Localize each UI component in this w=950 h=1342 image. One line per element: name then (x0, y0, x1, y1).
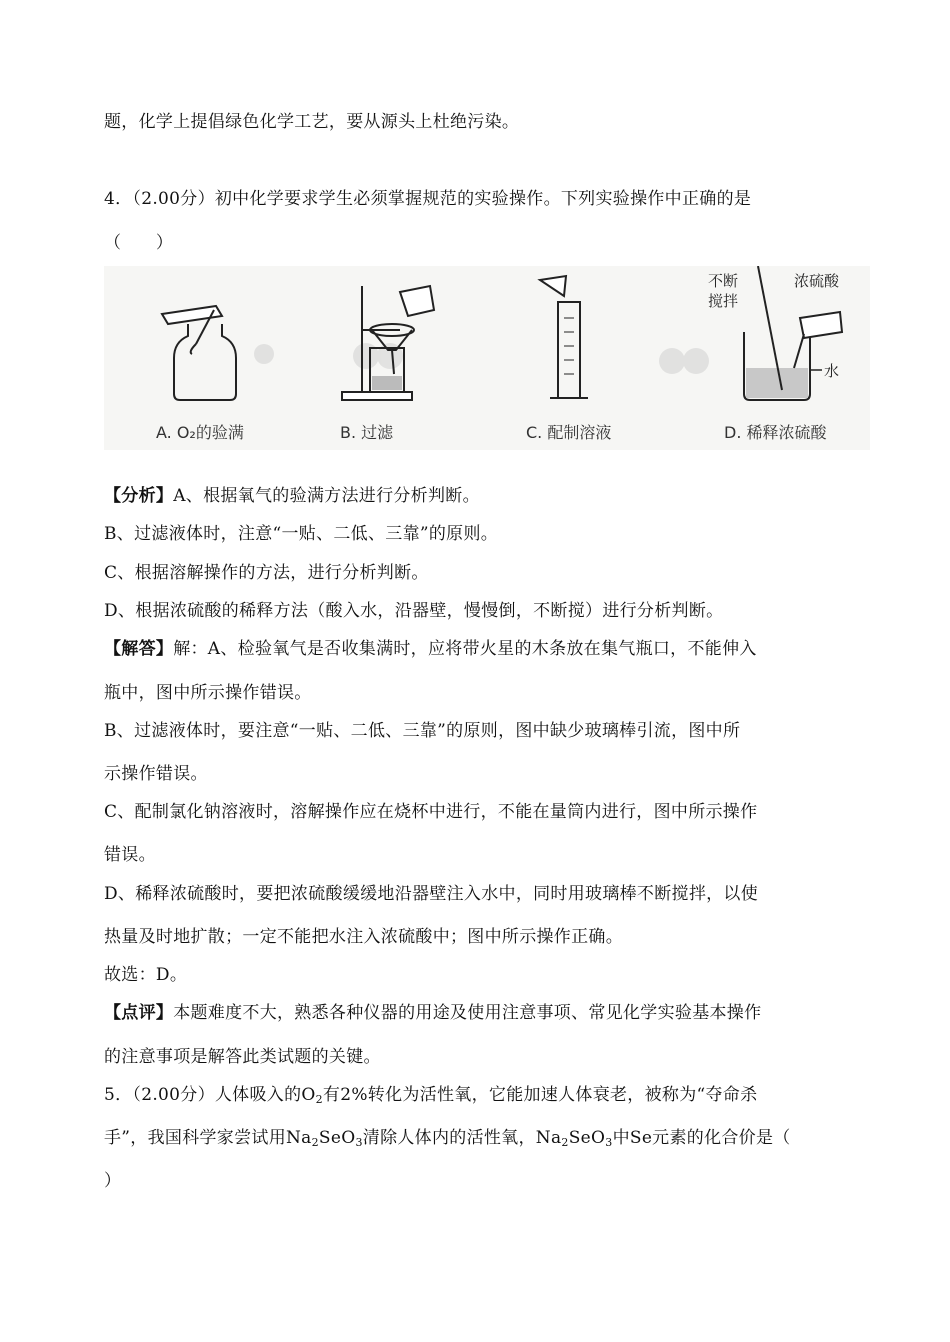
analysis-line-d: D、根据浓硫酸的稀释方法（酸入水，沿器壁，慢慢倒，不断搅）进行分析判断。 (104, 601, 724, 621)
comment-tag: 【点评】 (104, 1003, 174, 1023)
q5-l2-part-b: SeO (318, 1128, 356, 1148)
answer-tag: 【解答】 (104, 639, 174, 659)
q5-na-subscript-2: 2 (561, 1136, 569, 1149)
q5-o2-subscript: 2 (315, 1093, 323, 1106)
answer-choice: 故选：D。 (104, 965, 188, 985)
experiment-figure (104, 266, 870, 450)
label-stir-2: 搅拌 (708, 292, 739, 310)
answer-a1-text: 解：A、检验氧气是否收集满时，应将带火星的木条放在集气瓶口，不能伸入 (173, 639, 757, 659)
q5-l2-part-a: 手”，我国科学家尝试用Na (104, 1128, 312, 1148)
comment-1-text: 本题难度不大，熟悉各种仪器的用途及使用注意事项、常见化学实验基本操作 (173, 1003, 762, 1023)
label-acid: 浓硫酸 (794, 272, 840, 290)
intro-line: 题，化学上提倡绿色化学工艺，要从源头上杜绝污染。 (104, 112, 520, 132)
q5-l2-part-d: SeO (568, 1128, 606, 1148)
analysis-line-a (104, 484, 846, 508)
q5-l1-part-b: 有2%转化为活性氧，它能加速人体衰老，被称为“夺命杀 (322, 1085, 758, 1105)
answer-line-a1 (104, 637, 846, 661)
apparatus-b-filter-stand (342, 286, 434, 400)
label-water: 水 (824, 362, 840, 380)
q5-l1-part-a: 5．（2.00分）人体吸入的O (104, 1085, 316, 1105)
answer-line-d1: D、稀释浓硫酸时，要把浓硫酸缓缓地沿器壁注入水中，同时用玻璃棒不断搅拌，以使 (104, 884, 759, 904)
q5-o-subscript-1: 3 (355, 1136, 363, 1149)
apparatus-a-gas-bottle (162, 306, 236, 400)
answer-line-c1: C、配制氯化钠溶液时，溶解操作应在烧杯中进行，不能在量筒内进行，图中所示操作 (104, 802, 758, 822)
label-stir-1: 不断 (708, 272, 739, 290)
caption-c: C. 配制溶液 (526, 423, 612, 442)
q5-l2-part-c: 清除人体内的活性氧，Na (362, 1128, 562, 1148)
analysis-tag: 【分析】 (104, 486, 174, 506)
answer-line-a2: 瓶中，图中所示操作错误。 (104, 683, 312, 703)
experiment-illustration (104, 266, 870, 450)
question-4-bracket: （ ） (104, 233, 174, 253)
analysis-line-c: C、根据溶解操作的方法，进行分析判断。 (104, 563, 429, 583)
q5-na-subscript-1: 2 (311, 1136, 319, 1149)
analysis-line-b: B、过滤液体时，注意“一贴、二低、三靠”的原则。 (104, 524, 499, 544)
question-5-line-2 (104, 1126, 846, 1150)
answer-line-c2: 错误。 (104, 845, 156, 865)
answer-line-d2: 热量及时地扩散；一定不能把水注入浓硫酸中；图中所示操作正确。 (104, 927, 623, 947)
question-5-line-3: ） (104, 1171, 122, 1191)
comment-line-1 (104, 1001, 846, 1025)
comment-line-2: 的注意事项是解答此类试题的关键。 (104, 1047, 381, 1067)
analysis-a-text: A、根据氧气的验满方法进行分析判断。 (173, 486, 480, 506)
caption-b: B. 过滤 (340, 423, 394, 442)
q5-o-subscript-2: 3 (605, 1136, 613, 1149)
question-5-line-1 (104, 1083, 846, 1107)
answer-line-b2: 示操作错误。 (104, 764, 208, 784)
caption-a: A. O₂的验满 (156, 423, 244, 442)
question-4-stem: 4．（2.00分）初中化学要求学生必须掌握规范的实验操作。下列实验操作中正确的是 (104, 189, 752, 209)
apparatus-c-measuring-cylinder (540, 276, 588, 398)
q5-l2-part-e: 中Se元素的化合价是（ (612, 1128, 791, 1148)
answer-line-b1: B、过滤液体时，要注意“一贴、二低、三靠”的原则，图中缺少玻璃棒引流，图中所 (104, 721, 741, 741)
caption-d: D. 稀释浓硫酸 (724, 423, 827, 442)
